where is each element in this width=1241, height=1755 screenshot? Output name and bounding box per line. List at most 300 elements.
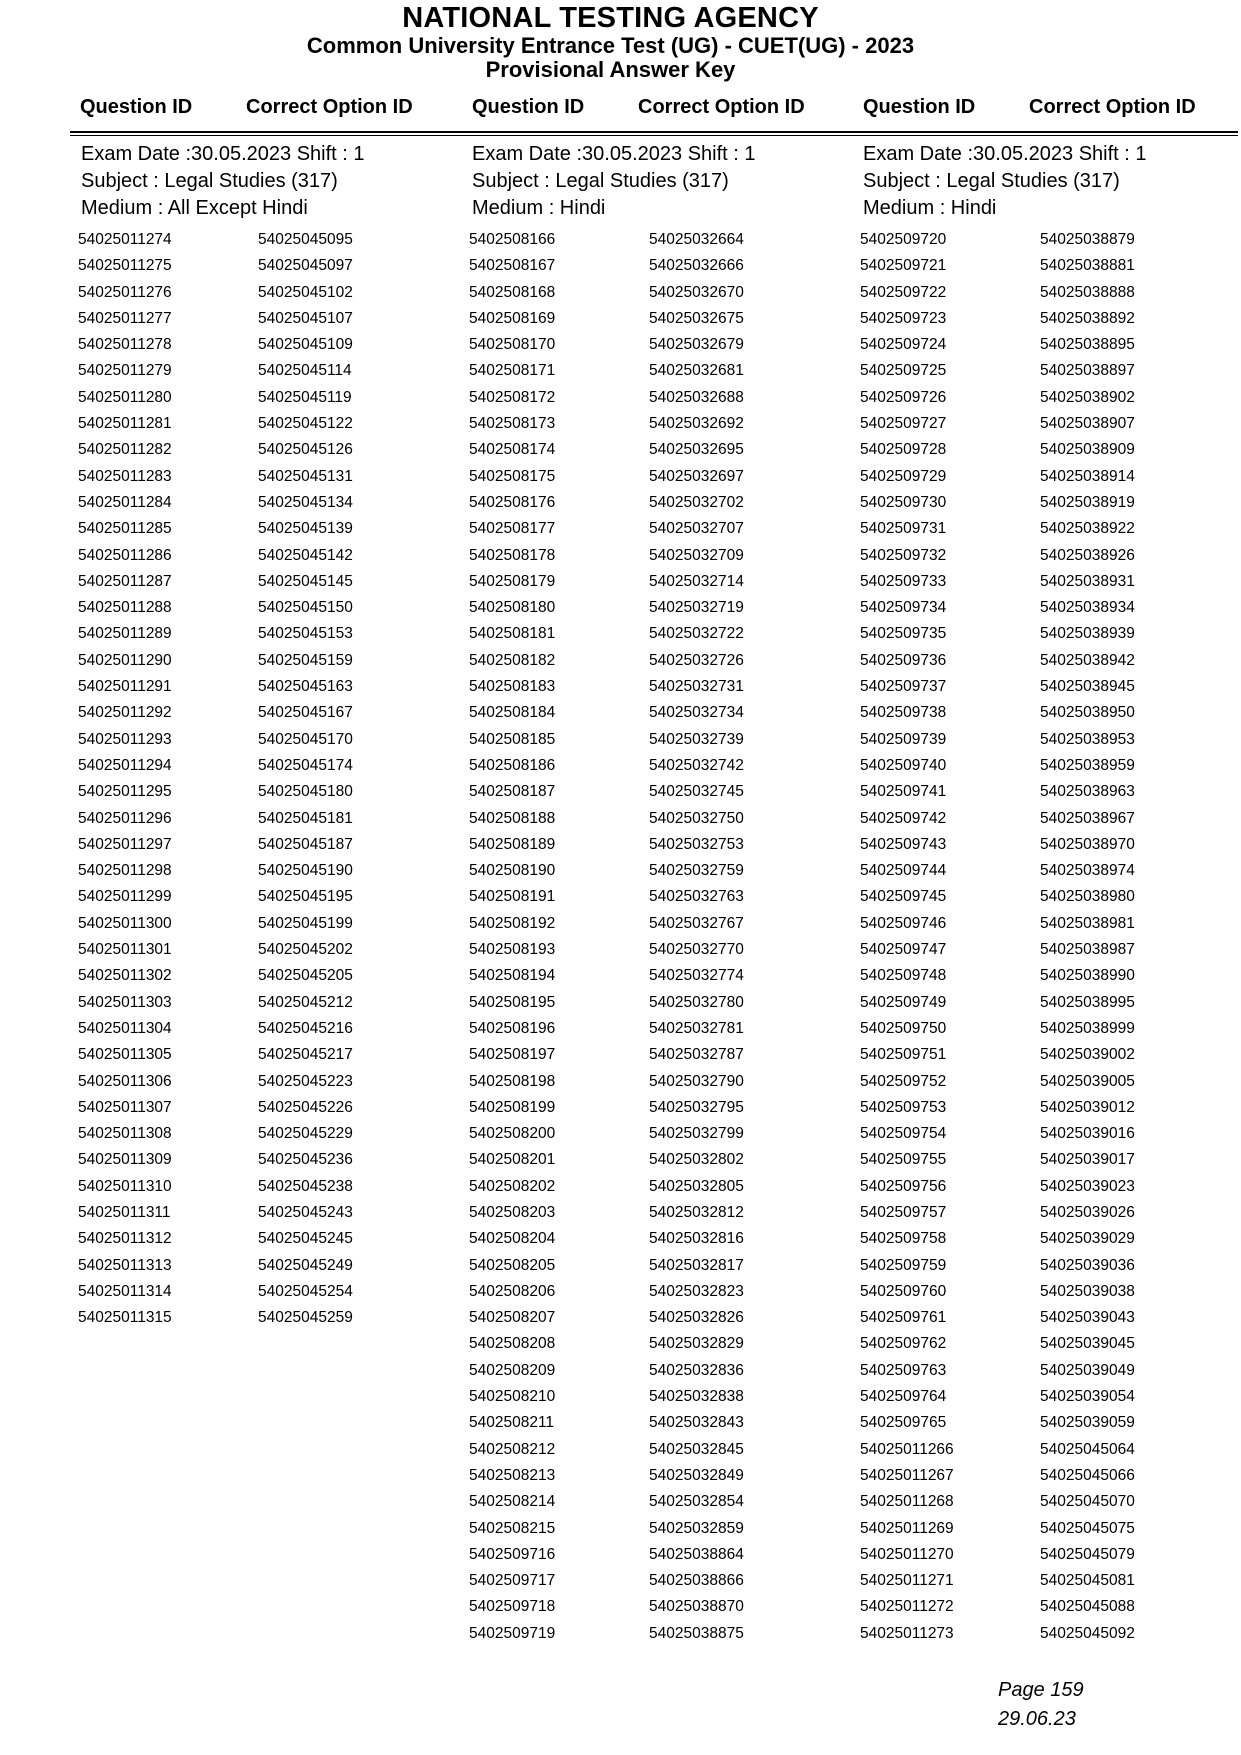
correct-option-id-cell: 54025045075 (1040, 1519, 1135, 1537)
correct-option-id-cell: 54025032739 (649, 730, 744, 748)
correct-option-id-cell: 54025038950 (1040, 704, 1135, 722)
question-id-cell: 5402508186 (469, 756, 556, 774)
correct-option-id-cell: 54025032759 (649, 862, 744, 880)
correct-option-id-cell: 54025045236 (258, 1151, 353, 1169)
correct-option-id-cell: 54025032726 (649, 651, 744, 669)
question-id-cell: 5402509718 (469, 1598, 556, 1616)
correct-option-id-cell: 54025032836 (649, 1361, 744, 1379)
question-id-cell: 5402508176 (469, 493, 556, 511)
correct-option-id-cell: 54025032734 (649, 704, 744, 722)
correct-option-id-cell: 54025038914 (1040, 467, 1135, 485)
correct-option-id-cell: 54025032722 (649, 625, 744, 643)
correct-option-id-cell: 54025045180 (258, 783, 353, 801)
question-id-cell: 54025011269 (860, 1519, 954, 1537)
answer-key-section (860, 141, 1241, 1642)
correct-option-id-cell: 54025045070 (1040, 1493, 1135, 1511)
correct-option-id-cell: 54025045249 (258, 1256, 353, 1274)
question-id-cell: 5402509747 (860, 941, 947, 959)
correct-option-id-cell: 54025032859 (649, 1519, 744, 1537)
question-id-cell: 5402508213 (469, 1466, 556, 1484)
question-id-cell: 54025011296 (78, 809, 172, 827)
correct-option-id-cell: 54025032675 (649, 309, 744, 327)
correct-option-id-cell: 54025039016 (1040, 1125, 1135, 1143)
question-id-cell: 54025011281 (78, 415, 172, 433)
question-id-cell: 54025011266 (860, 1440, 954, 1458)
correct-option-id-cell: 54025045107 (258, 309, 353, 327)
question-id-cell: 5402509740 (860, 756, 947, 774)
page-number: Page 159 (998, 1679, 1084, 1701)
correct-option-id-cell: 54025038931 (1040, 572, 1135, 590)
question-id-cell: 54025011301 (78, 941, 172, 959)
question-id-cell: 5402508212 (469, 1440, 556, 1458)
question-id-cell: 5402508178 (469, 546, 556, 564)
page-subtitle: Common University Entrance Test (UG) - CUET(UG) - 2023 (306, 33, 915, 58)
question-id-cell: 5402508191 (469, 888, 556, 906)
question-id-cell: 54025011285 (78, 520, 172, 538)
question-id-cell: 5402508196 (469, 1019, 556, 1037)
correct-option-id-cell: 54025045205 (258, 967, 353, 985)
correct-option-id-cell: 54025032731 (649, 678, 744, 696)
question-id-cell: 5402508201 (469, 1151, 556, 1169)
exam-date-shift: Exam Date :30.05.2023 Shift : 1 (472, 143, 756, 165)
question-id-cell: 54025011310 (78, 1177, 172, 1195)
correct-option-id-cell: 54025045134 (258, 493, 353, 511)
answer-key-section (469, 141, 852, 1642)
correct-option-id-cell: 54025039054 (1040, 1388, 1135, 1406)
correct-option-id-cell: 54025045153 (258, 625, 353, 643)
correct-option-id-cell: 54025038902 (1040, 388, 1135, 406)
correct-option-id-cell: 54025032795 (649, 1098, 744, 1116)
question-id-cell: 54025011295 (78, 783, 172, 801)
question-id-cell: 5402508190 (469, 862, 556, 880)
question-id-cell: 5402508209 (469, 1361, 556, 1379)
correct-option-id-cell: 54025045139 (258, 520, 353, 538)
correct-option-id-cell: 54025045088 (1040, 1598, 1135, 1616)
correct-option-id-cell: 54025039045 (1040, 1335, 1135, 1353)
correct-option-id-cell: 54025045150 (258, 599, 353, 617)
correct-option-id-cell: 54025039023 (1040, 1177, 1135, 1195)
correct-option-id-cell: 54025045126 (258, 441, 353, 459)
question-id-cell: 5402509728 (860, 441, 947, 459)
column-header-question-id: Question ID (80, 96, 193, 118)
question-id-cell: 5402508170 (469, 336, 556, 354)
question-id-cell: 54025011312 (78, 1230, 172, 1248)
correct-option-id-cell: 54025038897 (1040, 362, 1135, 380)
correct-option-id-cell: 54025038980 (1040, 888, 1135, 906)
correct-option-id-cell: 54025032780 (649, 993, 744, 1011)
question-id-cell: 54025011314 (78, 1282, 172, 1300)
question-id-cell: 5402508185 (469, 730, 556, 748)
correct-option-id-cell: 54025045212 (258, 993, 353, 1011)
correct-option-id-cell: 54025045122 (258, 415, 353, 433)
correct-option-id-cell: 54025032823 (649, 1282, 744, 1300)
question-id-cell: 5402509729 (860, 467, 947, 485)
question-id-cell: 5402508202 (469, 1177, 556, 1195)
correct-option-id-cell: 54025039026 (1040, 1203, 1135, 1221)
question-id-cell: 54025011273 (860, 1624, 954, 1642)
correct-option-id-cell: 54025032790 (649, 1072, 744, 1090)
question-id-cell: 5402508166 (469, 231, 556, 248)
question-id-cell: 5402508180 (469, 599, 556, 617)
question-id-cell: 54025011284 (78, 493, 172, 511)
correct-option-id-cell: 54025045174 (258, 756, 353, 774)
question-id-cell: 5402508193 (469, 941, 556, 959)
correct-option-id-cell: 54025032802 (649, 1151, 744, 1169)
question-id-cell: 5402508206 (469, 1282, 556, 1300)
question-id-cell: 5402509748 (860, 967, 947, 985)
correct-option-id-cell: 54025045238 (258, 1177, 353, 1195)
question-id-cell: 5402509724 (860, 336, 947, 354)
question-id-cell: 5402508168 (469, 283, 556, 301)
question-id-cell: 54025011280 (78, 388, 172, 406)
correct-option-id-cell: 54025045131 (258, 467, 353, 485)
question-id-cell: 54025011294 (78, 756, 172, 774)
column-header-correct-option-id: Correct Option ID (638, 96, 805, 118)
correct-option-id-cell: 54025032845 (649, 1440, 744, 1458)
correct-option-id-cell: 54025045245 (258, 1230, 353, 1248)
correct-option-id-cell: 54025032829 (649, 1335, 744, 1353)
correct-option-id-cell: 54025038870 (649, 1598, 744, 1616)
question-id-cell: 5402508211 (469, 1414, 555, 1432)
question-id-cell: 5402508173 (469, 415, 556, 433)
correct-option-id-cell: 54025045190 (258, 862, 353, 880)
question-id-cell: 5402508169 (469, 309, 556, 327)
question-id-cell: 5402508175 (469, 467, 556, 485)
correct-option-id-cell: 54025045254 (258, 1282, 353, 1300)
correct-option-id-cell: 54025045170 (258, 730, 353, 748)
question-id-cell: 5402509761 (860, 1309, 947, 1327)
correct-option-id-cell: 54025039036 (1040, 1256, 1135, 1274)
correct-option-id-cell: 54025032770 (649, 941, 744, 959)
question-id-cell: 5402508204 (469, 1230, 556, 1248)
question-id-cell: 5402509736 (860, 651, 947, 669)
question-id-cell: 5402509765 (860, 1414, 947, 1432)
question-id-cell: 5402508215 (469, 1519, 556, 1537)
correct-option-id-cell: 54025045243 (258, 1203, 353, 1221)
question-id-cell: 5402509763 (860, 1361, 947, 1379)
question-id-cell: 5402508197 (469, 1046, 556, 1064)
question-id-cell: 5402508200 (469, 1125, 556, 1143)
exam-date-shift: Exam Date :30.05.2023 Shift : 1 (81, 143, 365, 165)
correct-option-id-cell: 54025045229 (258, 1125, 353, 1143)
question-id-cell: 5402509745 (860, 888, 947, 906)
correct-option-id-cell: 54025039049 (1040, 1361, 1135, 1379)
correct-option-id-cell: 54025038939 (1040, 625, 1135, 643)
question-id-cell: 5402508205 (469, 1256, 556, 1274)
question-id-cell: 54025011297 (78, 835, 172, 853)
question-id-cell: 5402508187 (469, 783, 556, 801)
correct-option-id-cell: 54025032753 (649, 835, 744, 853)
question-id-cell: 54025011287 (78, 572, 172, 590)
question-id-cell: 5402508181 (469, 625, 556, 643)
question-id-cell: 54025011279 (78, 362, 172, 380)
correct-option-id-cell: 54025045159 (258, 651, 353, 669)
question-id-cell: 5402509716 (469, 1545, 556, 1563)
correct-option-id-cell: 54025032745 (649, 783, 744, 801)
question-id-cell: 54025011307 (78, 1098, 172, 1116)
question-id-cell: 5402509759 (860, 1256, 947, 1274)
correct-option-id-cell: 54025045079 (1040, 1545, 1135, 1563)
correct-option-id-cell: 54025038981 (1040, 914, 1135, 932)
question-id-cell: 54025011293 (78, 730, 172, 748)
question-id-cell: 5402508171 (469, 362, 556, 380)
subject-label: Subject : Legal Studies (317) (472, 170, 729, 192)
question-id-cell: 5402509742 (860, 809, 947, 827)
correct-option-id-cell: 54025032799 (649, 1125, 744, 1143)
correct-option-id-cell: 54025038926 (1040, 546, 1135, 564)
question-id-cell: 54025011277 (78, 309, 172, 327)
correct-option-id-cell: 54025032750 (649, 809, 744, 827)
question-id-cell: 54025011274 (78, 231, 172, 248)
question-id-cell: 5402508210 (469, 1388, 556, 1406)
correct-option-id-cell: 54025032787 (649, 1046, 744, 1064)
question-id-cell: 5402508184 (469, 704, 556, 722)
question-id-cell: 54025011303 (78, 993, 172, 1011)
question-id-cell: 5402509764 (860, 1388, 947, 1406)
question-id-cell: 5402508203 (469, 1203, 556, 1221)
print-date: 29.06.23 (998, 1708, 1076, 1730)
correct-option-id-cell: 54025038922 (1040, 520, 1135, 538)
question-id-cell: 5402509756 (860, 1177, 947, 1195)
correct-option-id-cell: 54025032670 (649, 283, 744, 301)
question-id-cell: 5402508192 (469, 914, 556, 932)
correct-option-id-cell: 54025032826 (649, 1309, 744, 1327)
question-id-cell: 5402509744 (860, 862, 947, 880)
question-id-cell: 54025011300 (78, 914, 172, 932)
question-id-cell: 54025011309 (78, 1151, 172, 1169)
exam-date-shift: Exam Date :30.05.2023 Shift : 1 (863, 143, 1147, 165)
correct-option-id-cell: 54025032767 (649, 914, 744, 932)
header-divider-thin (70, 135, 1238, 136)
question-id-cell: 5402508214 (469, 1493, 556, 1511)
correct-option-id-cell: 54025045066 (1040, 1466, 1135, 1484)
medium-label: Medium : All Except Hindi (81, 197, 308, 219)
question-id-cell: 54025011268 (860, 1493, 954, 1511)
correct-option-id-cell: 54025045064 (1040, 1440, 1135, 1458)
question-id-cell: 5402509757 (860, 1203, 947, 1221)
correct-option-id-cell: 54025039017 (1040, 1151, 1135, 1169)
correct-option-id-cell: 54025038892 (1040, 309, 1135, 327)
correct-option-id-cell: 54025038974 (1040, 862, 1135, 880)
question-id-cell: 5402509752 (860, 1072, 947, 1090)
question-id-cell: 5402508207 (469, 1309, 556, 1327)
subject-label: Subject : Legal Studies (317) (863, 170, 1120, 192)
question-id-cell: 5402509720 (860, 231, 947, 248)
correct-option-id-cell: 54025038942 (1040, 651, 1135, 669)
correct-option-id-cell: 54025045114 (258, 362, 352, 380)
correct-option-id-cell: 54025038895 (1040, 336, 1135, 354)
question-id-cell: 5402508167 (469, 257, 556, 275)
question-id-cell: 5402509723 (860, 309, 947, 327)
question-id-cell: 54025011286 (78, 546, 172, 564)
question-id-cell: 54025011302 (78, 967, 172, 985)
subject-label: Subject : Legal Studies (317) (81, 170, 338, 192)
correct-option-id-cell: 54025032697 (649, 467, 744, 485)
question-id-cell: 54025011278 (78, 336, 172, 354)
question-id-cell: 5402508174 (469, 441, 556, 459)
question-id-cell: 5402509719 (469, 1624, 556, 1642)
column-headers (0, 96, 1241, 126)
header-divider (70, 131, 1238, 133)
question-id-cell: 54025011271 (860, 1572, 954, 1590)
correct-option-id-cell: 54025038987 (1040, 941, 1135, 959)
question-id-cell: 54025011290 (78, 651, 172, 669)
correct-option-id-cell: 54025045217 (258, 1046, 353, 1064)
column-header-correct-option-id: Correct Option ID (246, 96, 413, 118)
question-id-cell: 54025011270 (860, 1545, 954, 1563)
correct-option-id-cell: 54025032681 (649, 362, 744, 380)
question-id-cell: 5402509750 (860, 1019, 947, 1037)
page-subtitle-answer-key: Provisional Answer Key (485, 57, 736, 82)
correct-option-id-cell: 54025038866 (649, 1572, 744, 1590)
correct-option-id-cell: 54025039038 (1040, 1282, 1135, 1300)
correct-option-id-cell: 54025039005 (1040, 1072, 1135, 1090)
correct-option-id-cell: 54025032812 (649, 1203, 744, 1221)
question-id-cell: 54025011311 (78, 1203, 171, 1221)
correct-option-id-cell: 54025045187 (258, 835, 353, 853)
correct-option-id-cell: 54025038875 (649, 1624, 744, 1642)
correct-option-id-cell: 54025038907 (1040, 415, 1135, 433)
question-id-cell: 54025011289 (78, 625, 172, 643)
correct-option-id-cell: 54025045223 (258, 1072, 353, 1090)
question-id-cell: 5402509733 (860, 572, 947, 590)
page-title: NATIONAL TESTING AGENCY (402, 2, 819, 34)
correct-option-id-cell: 54025039002 (1040, 1046, 1135, 1064)
correct-option-id-cell: 54025038953 (1040, 730, 1135, 748)
question-id-cell: 5402509758 (860, 1230, 947, 1248)
correct-option-id-cell: 54025038864 (649, 1545, 744, 1563)
question-id-cell: 54025011298 (78, 862, 172, 880)
question-id-cell: 5402509717 (469, 1572, 556, 1590)
question-id-cell: 5402509753 (860, 1098, 947, 1116)
column-header-question-id: Question ID (863, 96, 976, 118)
page-footer (998, 1676, 1084, 1734)
column-header-question-id: Question ID (472, 96, 585, 118)
correct-option-id-cell: 54025038967 (1040, 809, 1135, 827)
correct-option-id-cell: 54025032709 (649, 546, 744, 564)
correct-option-id-cell: 54025032849 (649, 1466, 744, 1484)
question-id-cell: 5402509735 (860, 625, 947, 643)
question-id-cell: 54025011275 (78, 257, 172, 275)
correct-option-id-cell: 54025032816 (649, 1230, 744, 1248)
correct-option-id-cell: 54025038881 (1040, 257, 1135, 275)
correct-option-id-cell: 54025045109 (258, 336, 353, 354)
correct-option-id-cell: 54025045102 (258, 283, 353, 301)
question-id-cell: 5402509731 (860, 520, 947, 538)
question-id-cell: 5402509721 (860, 257, 947, 275)
correct-option-id-cell: 54025032679 (649, 336, 744, 354)
question-id-cell: 54025011313 (78, 1256, 172, 1274)
question-id-cell: 5402508194 (469, 967, 556, 985)
question-id-cell: 5402509755 (860, 1151, 947, 1169)
correct-option-id-cell: 54025045081 (1040, 1572, 1135, 1590)
question-id-cell: 5402509738 (860, 704, 947, 722)
medium-label: Medium : Hindi (472, 197, 606, 219)
column-header-correct-option-id: Correct Option ID (1029, 96, 1196, 118)
correct-option-id-cell: 54025038919 (1040, 493, 1135, 511)
correct-option-id-cell: 54025039059 (1040, 1414, 1135, 1432)
question-id-cell: 5402508182 (469, 651, 556, 669)
correct-option-id-cell: 54025032843 (649, 1414, 744, 1432)
correct-option-id-cell: 54025045195 (258, 888, 353, 906)
correct-option-id-cell: 54025032774 (649, 967, 744, 985)
question-id-cell: 5402509743 (860, 835, 947, 853)
correct-option-id-cell: 54025045259 (258, 1309, 353, 1327)
correct-option-id-cell: 54025032719 (649, 599, 744, 617)
correct-option-id-cell: 54025038963 (1040, 783, 1135, 801)
question-id-cell: 54025011308 (78, 1125, 172, 1143)
question-id-cell: 5402509727 (860, 415, 947, 433)
correct-option-id-cell: 54025032707 (649, 520, 744, 538)
correct-option-id-cell: 54025032664 (649, 231, 744, 248)
correct-option-id-cell: 54025038934 (1040, 599, 1135, 617)
correct-option-id-cell: 54025039029 (1040, 1230, 1135, 1248)
correct-option-id-cell: 54025045092 (1040, 1624, 1135, 1642)
correct-option-id-cell: 54025045181 (258, 809, 353, 827)
correct-option-id-cell: 54025032742 (649, 756, 744, 774)
question-id-cell: 54025011304 (78, 1019, 172, 1037)
question-id-cell: 5402509746 (860, 914, 947, 932)
correct-option-id-cell: 54025045119 (258, 388, 352, 406)
question-id-cell: 54025011282 (78, 441, 172, 459)
question-id-cell: 5402509749 (860, 993, 947, 1011)
correct-option-id-cell: 54025038990 (1040, 967, 1135, 985)
question-id-cell: 54025011306 (78, 1072, 172, 1090)
question-id-cell: 5402509730 (860, 493, 947, 511)
correct-option-id-cell: 54025045216 (258, 1019, 353, 1037)
question-id-cell: 5402509741 (860, 783, 947, 801)
question-id-cell: 5402508198 (469, 1072, 556, 1090)
question-id-cell: 5402508188 (469, 809, 556, 827)
question-id-cell: 5402508183 (469, 678, 556, 696)
correct-option-id-cell: 54025045226 (258, 1098, 353, 1116)
question-id-cell: 54025011315 (78, 1309, 172, 1327)
question-id-cell: 54025011283 (78, 467, 172, 485)
question-id-cell: 5402509732 (860, 546, 947, 564)
question-id-cell: 54025011305 (78, 1046, 172, 1064)
question-id-cell: 5402509726 (860, 388, 947, 406)
correct-option-id-cell: 54025032714 (649, 572, 744, 590)
correct-option-id-cell: 54025039012 (1040, 1098, 1135, 1116)
question-id-cell: 5402508195 (469, 993, 556, 1011)
correct-option-id-cell: 54025038970 (1040, 835, 1135, 853)
correct-option-id-cell: 54025032805 (649, 1177, 744, 1195)
question-id-cell: 5402509722 (860, 283, 947, 301)
question-id-cell: 5402509762 (860, 1335, 947, 1353)
question-id-cell: 54025011267 (860, 1466, 954, 1484)
correct-option-id-cell: 54025045097 (258, 257, 353, 275)
correct-option-id-cell: 54025032688 (649, 388, 744, 406)
correct-option-id-cell: 54025038995 (1040, 993, 1135, 1011)
question-id-cell: 5402508177 (469, 520, 556, 538)
correct-option-id-cell: 54025032763 (649, 888, 744, 906)
correct-option-id-cell: 54025038999 (1040, 1019, 1135, 1037)
correct-option-id-cell: 54025032838 (649, 1388, 744, 1406)
correct-option-id-cell: 54025032817 (649, 1256, 744, 1274)
question-id-cell: 5402508199 (469, 1098, 556, 1116)
question-id-cell: 54025011291 (78, 678, 172, 696)
question-id-cell: 54025011288 (78, 599, 172, 617)
correct-option-id-cell: 54025045202 (258, 941, 353, 959)
correct-option-id-cell: 54025045145 (258, 572, 353, 590)
correct-option-id-cell: 54025032692 (649, 415, 744, 433)
question-id-cell: 54025011276 (78, 283, 172, 301)
correct-option-id-cell: 54025038909 (1040, 441, 1135, 459)
question-id-cell: 5402509725 (860, 362, 947, 380)
correct-option-id-cell: 54025045199 (258, 914, 353, 932)
correct-option-id-cell: 54025032702 (649, 493, 744, 511)
question-id-cell: 5402508172 (469, 388, 556, 406)
